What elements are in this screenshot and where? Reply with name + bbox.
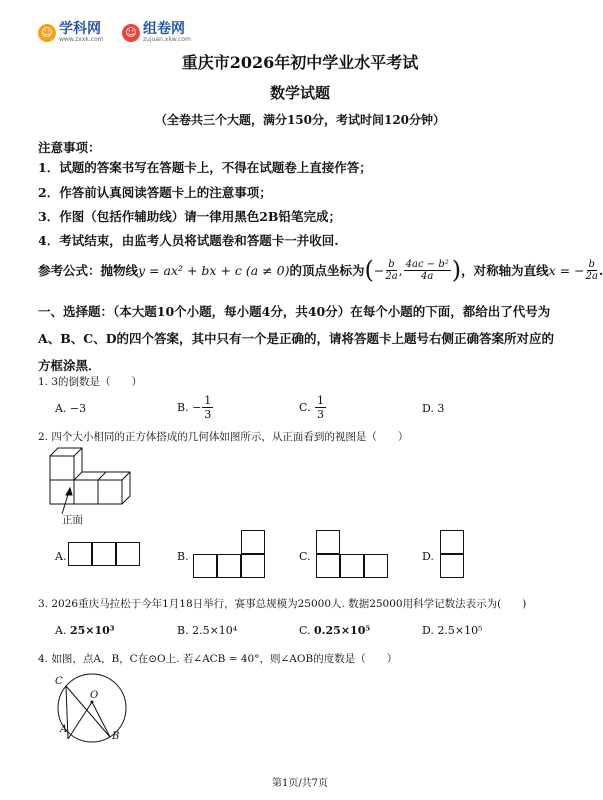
point-b-label: B [112,731,120,742]
logo-badge-icon: ☺ [38,24,56,42]
question-stem: 1. 3的倒数是（ ） [38,376,143,388]
logo-name: 组卷网 [143,21,185,37]
point-c-label: C [55,676,63,687]
option-c: C. 0.25×10⁵ [299,624,371,637]
logo-badge-icon: ☺ [122,24,140,42]
option-d: D. 2.5×10⁵ [422,624,483,637]
logo-sub: www.zxxk.com [59,36,104,43]
exam-info: （全卷共三个大题，满分150分，考试时间120分钟） [154,113,446,127]
axis-expr: x = − [548,262,585,278]
logo-xuekewang [38,22,104,43]
formula-prefix: 参考公式：抛物线 [38,263,139,278]
fraction: $\frac{\text{4ac − b²}}{4a}$ [405,258,449,282]
notice-item: 3．作图（包括作辅助线）请一律用黑色2B铅笔完成； [38,209,341,224]
front-label: 正面 [62,514,83,526]
point-a-label: A [60,724,68,735]
option-b: B. − $\frac{1}{3}$ [177,394,212,421]
option-a: A. −3 [55,402,87,415]
formula-mid: 的顶点坐标为 [289,263,365,278]
logo-sub: zujuan.xkw.com [143,36,191,43]
notice-heading: 注意事项： [38,140,101,155]
exam-title: 重庆市2026年初中学业水平考试 [181,53,419,72]
question-stem: 2. 四个大小相同的正方体搭成的几何体如图所示，从正面看到的视图是（ ） [38,431,409,443]
page-footer: 第1页/共7页 [271,778,329,789]
fraction: $\frac{b}{2a}$ [585,258,598,282]
notice-item: 1．试题的答案书写在答题卡上，不得在试题卷上直接作答； [38,160,372,175]
axis-text: ，对称轴为直线 [461,263,549,278]
reference-formula: 参考公式：抛物线 y = ax² + bx + c (a ≠ 0) 的顶点坐标为 ( − $\frac{b}{2a}$ , $\frac{\text{4ac − b²}}{4a}$ ) ，对称轴为直线 x = − $\frac{b}{2a}$ . [38,256,603,284]
formula-expr: y = ax² + bx + c (a ≠ 0) [138,262,290,278]
notice-item: 4．考试结束，由监考人员将试题卷和答题卡一并收回. [38,233,339,248]
fraction: $\frac{b}{2a}$ [385,258,398,282]
cube-figure [42,446,137,531]
notice-item: 2．作答前认真阅读答题卡上的注意事项； [38,185,272,200]
point-o-label: O [90,690,99,701]
question-stem: 4. 如图，点A，B，C在⊙O上. 若∠ACB = 40°，则∠AOB的度数是（ ） [38,653,398,665]
option-a: A. 25×10³ [55,624,115,637]
logo-zujuanwang [122,22,191,43]
question-stem: 3. 2026重庆马拉松于今年1月18日举行，赛事总规模为25000人. 数据25000用科学记数法表示为( ) [38,598,527,610]
option-c: C. [299,550,311,563]
option-d: D. [422,550,434,563]
option-b: B. [177,550,189,563]
option-b: B. 2.5×10⁴ [177,624,238,637]
subject-title: 数学试题 [269,84,330,102]
logo-name: 学科网 [59,21,101,37]
option-c: C. $\frac{1}{3}$ [299,394,325,421]
option-d: D. 3 [422,402,445,415]
section-heading: 一、选择题：（本大题10个小题，每小题4分，共40分）在每个小题的下面，都给出了代号为A、B、C、D的四个答案，其中只有一个是正确的，请将答题卡上题号右侧正确答案所对应的方框涂黑． [38,304,555,373]
option-a: A. [55,550,67,563]
